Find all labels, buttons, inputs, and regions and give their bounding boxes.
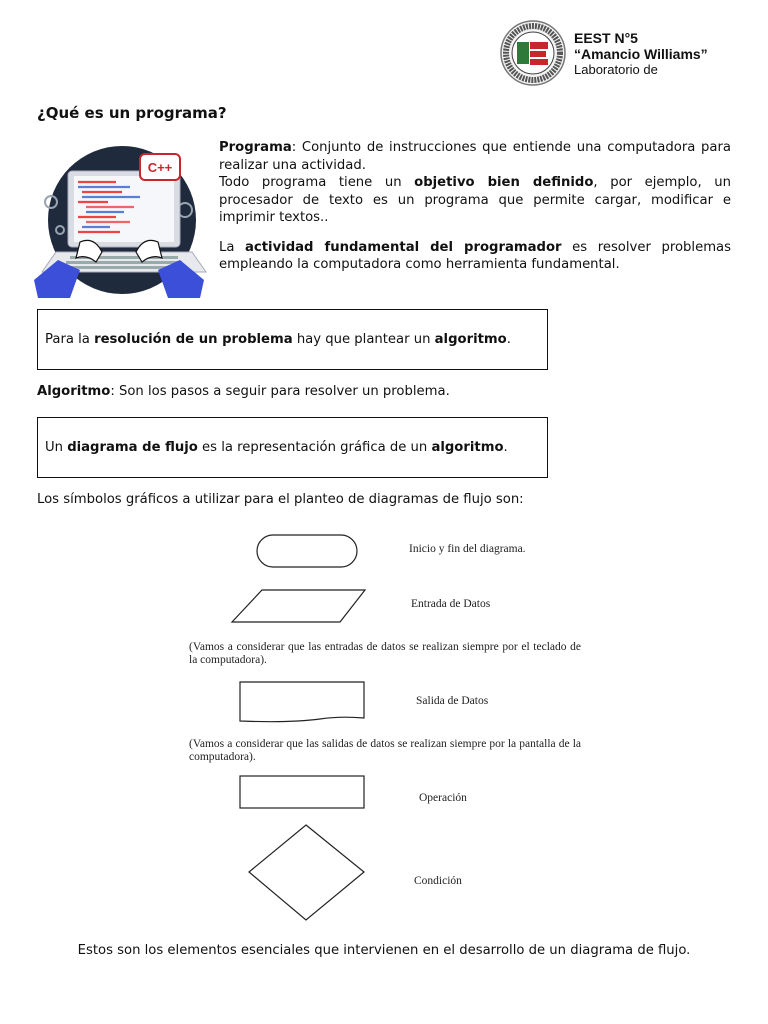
term-algoritmo: Algoritmo [37,384,111,399]
activity-text-b: es resolver problemas empleando la computadora como herramienta fundamental. [219,239,731,272]
problem-solving-box [37,309,548,370]
box2-text-a: Un [45,440,68,455]
box2-bold-2: algoritmo [431,440,504,455]
symbols-intro: Los símbolos gráficos a utilizar para el planteo de diagramas de flujo son: [37,492,524,507]
school-line-3: Laboratorio de [574,62,658,74]
school-logo [500,20,566,86]
activity-text-a: La [219,239,246,255]
box1-text-c: hay que plantear un [292,332,435,347]
algorithm-definition [37,384,450,399]
box1-text-d: . [506,332,511,347]
box2-bold-1: diagrama de flujo [67,440,198,455]
intro-text [219,139,731,286]
output-document-shape [240,682,364,722]
page-title: ¿Qué es un programa? [37,104,227,122]
flowchart-shapes [180,520,600,930]
label-decision: Condición [414,875,462,887]
label-input: Entrada de Datos [411,598,491,610]
label-process: Operación [419,792,467,804]
decision-diamond-shape [249,825,364,920]
box2-text-c: es la representación gráfica de un [197,440,432,455]
definition-programa [219,139,731,227]
school-name [574,30,708,74]
process-rectangle-shape [240,776,364,808]
objective-bold: objetivo bien definido [414,175,594,190]
programmer-activity [219,239,731,274]
activity-bold: actividad fundamental del programador [245,239,562,255]
label-start-end: Inicio y fin del diagrama. [409,543,526,555]
box1-bold-1: resolución de un problema [94,332,293,347]
input-parallelogram-shape [232,590,365,622]
objective-text-a: Todo programa tiene un [219,175,415,190]
closing-text: Estos son los elementos esenciales que intervienen en el desarrollo de un diagrama de flujo. [77,943,691,958]
objective-text-b: , por ejemplo, un procesador de texto es un programa que permite cargar, modificar e imprimir textos.. [219,175,731,225]
box1-text-a: Para la [45,332,95,347]
algorithm-definition-text: : Son los pasos a seguir para resolver un problema. [110,384,450,399]
note-output: (Vamos a considerar que las salidas de datos se realizan siempre por la pantalla de la computadora). [189,738,581,763]
terminator-shape [257,535,357,567]
school-line-2: “Amancio Williams” [574,46,708,62]
box1-bold-2: algoritmo [434,332,507,347]
school-line-1: EEST N°5 [574,30,638,46]
label-output: Salida de Datos [416,695,489,707]
cpp-badge: C++ [147,160,173,175]
flowchart-symbols [180,520,600,930]
flowchart-definition-box [37,417,548,478]
box2-text-d: . [503,440,508,455]
term-programa: Programa [219,140,292,155]
programmer-laptop-illustration [30,140,208,300]
note-input: (Vamos a considerar que las entradas de datos se realizan siempre por el teclado de la computadora). [189,641,581,666]
definition-text: : Conjunto de instrucciones que entiende una computadora para realizar una actividad. [219,140,731,173]
